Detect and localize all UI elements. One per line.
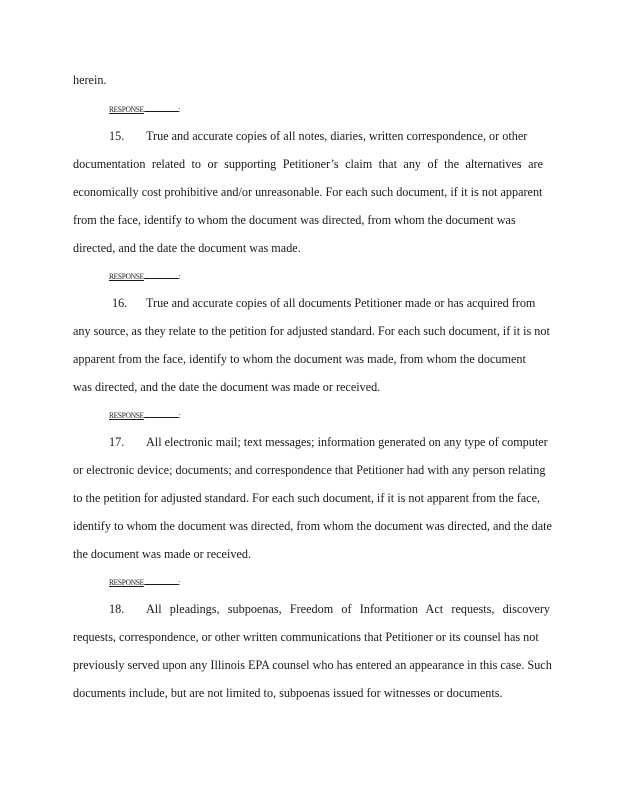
item-text-line: identify to whom the document was directed, from whom the document was directed, and the date [73, 519, 552, 533]
response-label: RESPONSE : [109, 271, 181, 281]
item-text-line: was directed, and the date the document was made or received. [73, 380, 381, 394]
response-label: RESPONSE : [109, 104, 181, 114]
item-text-line: documentation related to or supporting Petitioner’s claim that any of the alternatives are [73, 157, 543, 171]
item-text-line: requests, correspondence, or other written communications that Petitioner or its counsel has not [73, 630, 539, 644]
item-text-line: All pleadings, subpoenas, Freedom of Information Act requests, discovery [146, 602, 550, 616]
item-text-line: True and accurate copies of all notes, diaries, written correspondence, or other [146, 129, 528, 143]
item-number: 16. [112, 296, 128, 310]
item-text-line: economically cost prohibitive and/or unreasonable. For each such document, if it is not apparent [73, 185, 543, 199]
item-text-line: All electronic mail; text messages; information generated on any type of computer [146, 435, 548, 449]
item-number: 17. [109, 435, 125, 449]
item-number: 18. [109, 602, 125, 616]
item-text-line: previously served upon any Illinois EPA counsel who has entered an appearance in this case. Such [73, 658, 552, 672]
item-text-line: True and accurate copies of all documents Petitioner made or has acquired from [146, 296, 536, 310]
response-label: RESPONSE : [109, 410, 181, 420]
item-text-line: from the face, identify to whom the document was directed, from whom the document was [73, 213, 516, 227]
item-text-line: documents include, but are not limited to, subpoenas issued for witnesses or documents. [73, 686, 503, 700]
continuation-text: herein. [73, 73, 107, 87]
item-text-line: apparent from the face, identify to whom the document was made, from whom the document [73, 352, 526, 366]
response-label: RESPONSE : [109, 577, 181, 587]
item-number: 15. [109, 129, 125, 143]
item-text-line: any source, as they relate to the petition for adjusted standard. For each such document, if it is not [73, 324, 550, 338]
item-text-line: the document was made or received. [73, 547, 251, 561]
item-text-line: to the petition for adjusted standard. For each such document, if it is not apparent from the face, [73, 491, 541, 505]
item-text-line: or electronic device; documents; and correspondence that Petitioner had with any person relating [73, 463, 546, 477]
item-text-line: directed, and the date the document was made. [73, 241, 301, 255]
